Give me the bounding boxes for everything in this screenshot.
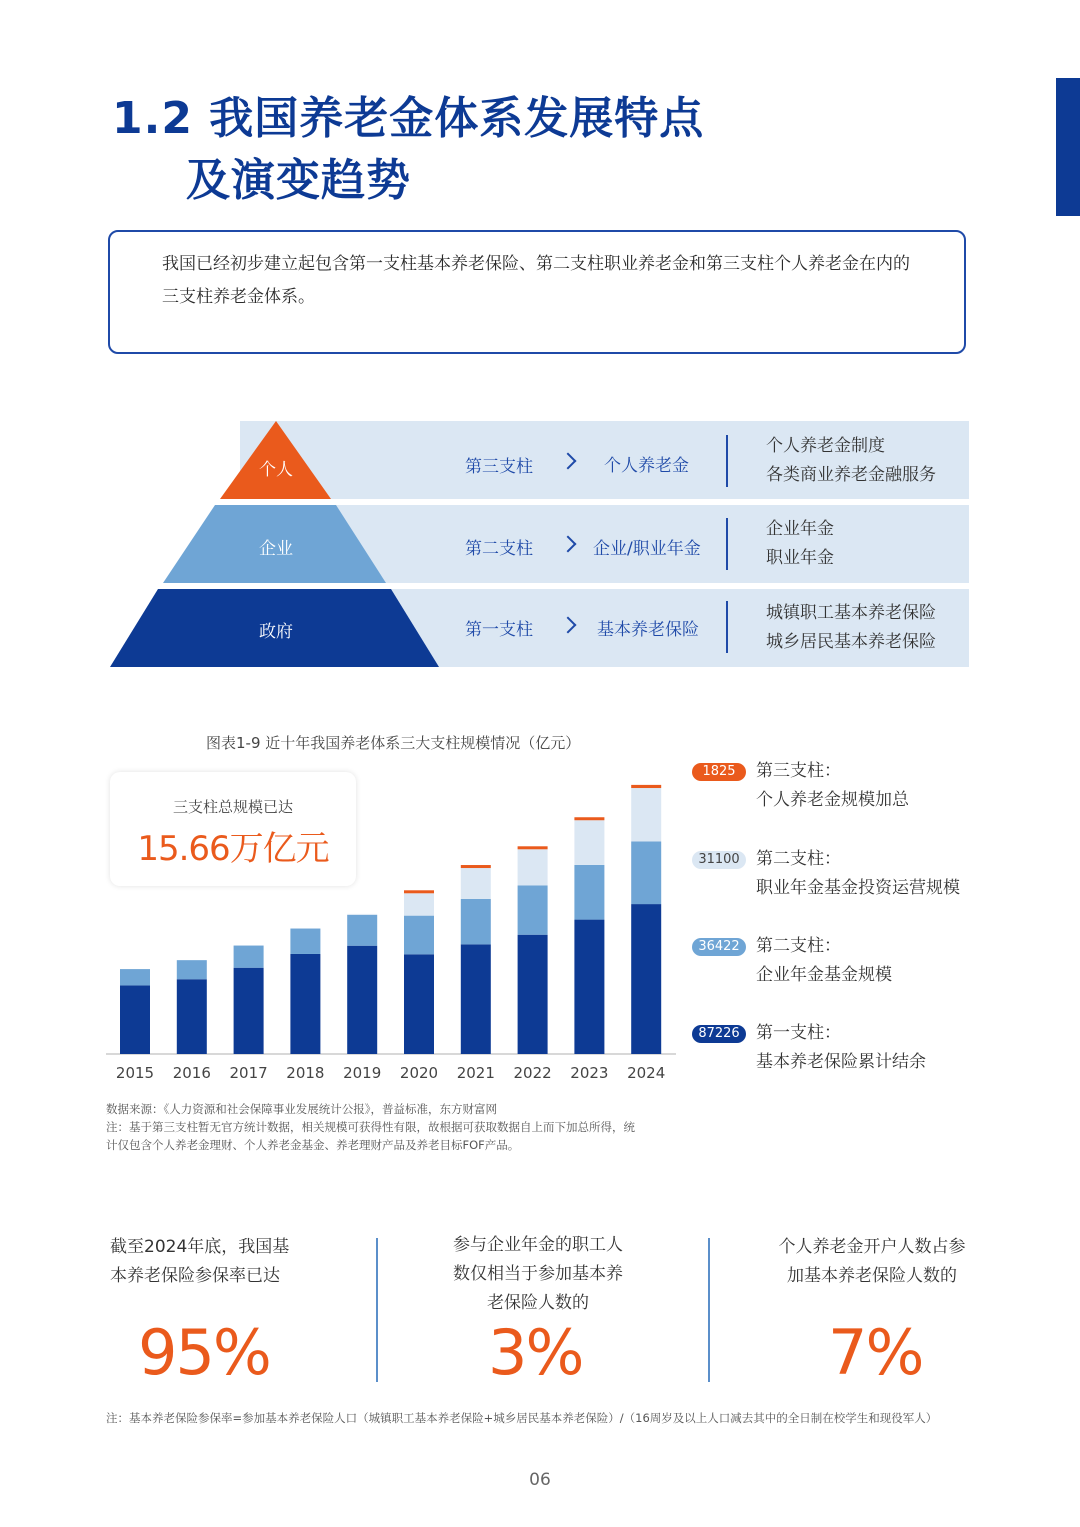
legend-line: 第三支柱： [756,761,841,781]
chart-source-notes [106,1100,706,1154]
source-line: 注：基于第三支柱暂无官方统计数据，相关规模可获得性有限，故根据可获取数据自上而下加总所得，统 [106,1120,635,1134]
bar-2016-series-1 [177,960,207,979]
chart-title: 图表1-9 近十年我国养老体系三大支柱规模情况（亿元） [206,734,581,752]
pillar-desc-second [766,515,834,573]
total-size-label: 三支柱总规模已达 [172,798,293,816]
bar-2020-series-0 [404,954,434,1054]
legend-line: 第一支柱： [756,1023,841,1043]
bar-2019-series-2 [347,914,377,915]
source-line: 数据来源：《人力资源和社会保障事业发展统计公报》，普益标准，东方财富网 [106,1102,497,1116]
intro-box: 我国已经初步建立起包含第一支柱基本养老保险、第二支柱职业养老金和第三支柱个人养老金在内的三支柱养老金体系。 [108,230,966,354]
legend-value-third-pillar: 1825 [692,763,746,781]
legend-text-enterprise-annuity [756,932,892,990]
desc-line: 城乡居民基本养老保险 [766,632,936,652]
total-size-value: 15.66万亿元 [137,829,329,869]
stat-line: 参与企业年金的职工人 [453,1235,623,1255]
source-line: 计仅包含个人养老金理财、个人养老金基金、养老理财产品及养老目标FOF产品。 [106,1138,520,1152]
legend-text-first-pillar [756,1019,926,1077]
stat-text-enterprise-annuity [420,1231,656,1318]
bar-2022-series-3 [518,846,548,849]
bar-2017-series-1 [234,946,264,968]
divider [726,435,728,487]
x-tick-label: 2021 [456,1064,495,1082]
stat-divider [708,1238,710,1382]
side-tab-marker [1056,78,1080,216]
x-tick-label: 2023 [570,1064,609,1082]
legend-line: 个人养老金规模加总 [756,790,909,810]
desc-line: 城镇职工基本养老保险 [766,603,936,623]
pyramid-graphic [0,0,460,680]
pillar-name-third: 个人养老金 [604,456,689,476]
footnote: 注：基本养老保险参保率=参加基本养老保险人口（城镇职工基本养老保险+城乡居民基本养老保险）/（16周岁及以上人口减去其中的全日制在校学生和现役军人） [106,1411,938,1425]
bar-2015-series-0 [120,985,150,1054]
tier-label-enterprise: 企业 [259,539,293,559]
bar-2020-series-3 [404,890,434,893]
bar-2020-series-2 [404,893,434,915]
legend-value-first-pillar: 87226 [692,1025,746,1043]
legend-line: 基本养老保险累计结余 [756,1052,926,1072]
legend-line: 第二支柱： [756,849,841,869]
pillar-label-second: 第二支柱 [465,539,533,559]
divider [726,601,728,653]
legend-line: 企业年金基金规模 [756,965,892,985]
desc-line: 各类商业养老金融服务 [766,465,936,485]
bar-2018-series-1 [290,929,320,954]
stat-text-personal-pension [752,1233,992,1291]
stat-line: 老保险人数的 [487,1293,589,1313]
desc-line: 企业年金 [766,519,834,539]
bar-2021-series-3 [461,865,491,868]
bar-2018-series-0 [290,954,320,1054]
bar-2022-series-1 [518,885,548,934]
bar-2017-series-0 [234,968,264,1054]
x-tick-label: 2017 [229,1064,268,1082]
x-tick-label: 2022 [513,1064,552,1082]
pillar-desc-third [766,432,936,490]
pillar-name-second: 企业/职业年金 [593,539,701,559]
total-size-card [110,772,356,886]
page-number: 06 [529,1470,551,1490]
x-tick-label: 2015 [115,1064,155,1082]
stat-value-coverage: 95% [138,1316,270,1389]
desc-line: 职业年金 [766,548,834,568]
bar-2022-series-0 [518,935,548,1054]
bar-2015-series-1 [120,969,150,985]
bar-2023-series-1 [574,865,604,920]
legend-line: 第二支柱： [756,936,841,956]
pillar-label-third: 第三支柱 [465,457,533,477]
divider [726,518,728,570]
bar-2021-series-0 [461,944,491,1054]
bar-2021-series-2 [461,868,491,899]
bar-2020-series-1 [404,916,434,955]
legend-value-enterprise-annuity: 36422 [692,938,746,956]
bar-2021-series-1 [461,899,491,944]
x-tick-label: 2018 [286,1064,325,1082]
x-tick-label: 2016 [172,1064,211,1082]
bar-2019-series-0 [347,946,377,1054]
stat-text-coverage [110,1233,350,1291]
bar-2024-series-0 [631,904,661,1054]
legend-text-third-pillar [756,757,909,815]
bar-2024-series-2 [631,788,661,841]
legend-line: 职业年金基金投资运营规模 [756,878,960,898]
stat-line: 加基本养老保险人数的 [787,1266,957,1286]
pillar-desc-first [766,599,936,657]
stat-line: 本养老保险参保率已达 [110,1266,280,1286]
bar-2024-series-3 [631,785,661,788]
bar-2023-series-3 [574,817,604,820]
bar-2023-series-0 [574,920,604,1054]
bar-2019-series-1 [347,915,377,946]
x-tick-label: 2020 [399,1064,439,1082]
pillar-label-first: 第一支柱 [465,620,533,640]
legend-text-occupational-annuity [756,845,960,903]
title-line-2: 及演变趋势 [186,155,411,206]
x-tick-label: 2019 [343,1064,382,1082]
bar-2022-series-2 [518,849,548,885]
pillar-name-first: 基本养老保险 [597,620,699,640]
stat-value-personal-pension: 7% [828,1316,923,1389]
x-tick-label: 2024 [627,1064,666,1082]
stat-line: 个人养老金开户人数占参 [778,1237,966,1257]
stat-divider [376,1238,378,1382]
bar-2016-series-0 [177,979,207,1054]
bar-2023-series-2 [574,820,604,865]
stat-value-enterprise-annuity: 3% [488,1316,583,1389]
bar-2024-series-1 [631,841,661,904]
tier-label-government: 政府 [259,622,293,642]
legend-value-occupational-annuity: 31100 [692,851,746,869]
desc-line: 个人养老金制度 [766,436,885,456]
stat-line: 截至2024年底，我国基 [110,1237,290,1257]
title-line-1: 1.2 我国养老金体系发展特点 [112,93,705,144]
stat-line: 数仅相当于参加基本养 [453,1264,623,1284]
tier-label-individual: 个人 [259,460,293,480]
